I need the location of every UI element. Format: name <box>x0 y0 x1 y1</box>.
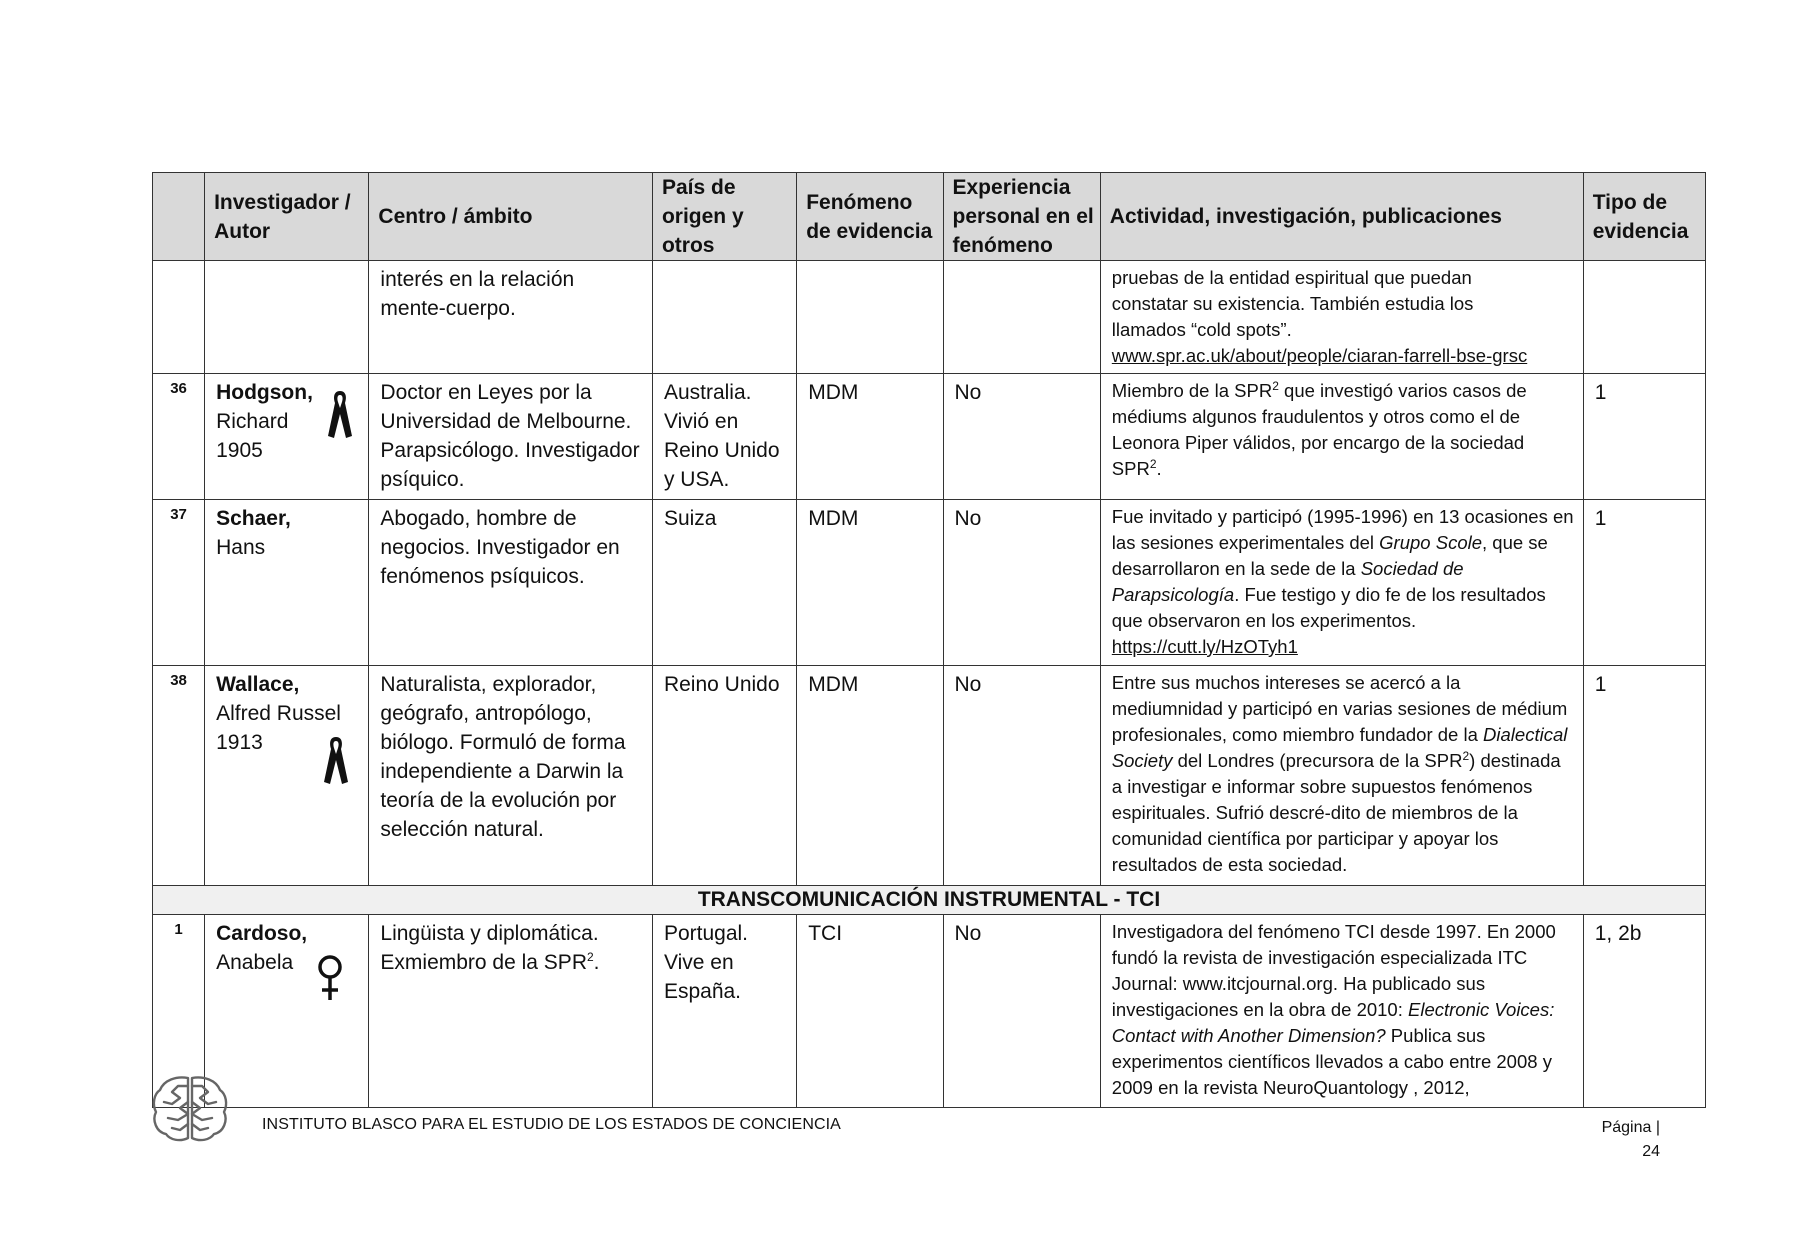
tipo-cell: 1, 2b <box>1583 915 1705 1108</box>
mourning-ribbon-icon <box>325 388 355 440</box>
tipo-cell: 1 <box>1583 500 1705 666</box>
death-year: 1913 <box>216 731 263 754</box>
tipo-cell: 1 <box>1583 374 1705 500</box>
table-row-continuation <box>153 261 1706 374</box>
experiencia-cell: No <box>943 374 1100 500</box>
table-row <box>153 915 1706 1108</box>
header-tipo: Tipo de evidencia <box>1583 173 1705 261</box>
fenomeno-cell: TCI <box>797 915 943 1108</box>
row-number: 38 <box>153 666 205 886</box>
female-symbol-icon <box>315 953 345 1003</box>
researchers-table <box>152 172 1706 1108</box>
header-num <box>153 173 205 261</box>
first-name: Anabela <box>216 951 294 974</box>
researcher-cell <box>205 666 369 886</box>
table-row <box>153 374 1706 500</box>
header-investigador: Investigador / Autor <box>205 173 369 261</box>
cutt-link[interactable]: https://cutt.ly/HzOTyh1 <box>1111 636 1298 657</box>
row-number: 36 <box>153 374 205 500</box>
actividad-cell: pruebas de la entidad espiritual que puedan constatar su existencia. También estudia los llamados “cold spots”. www.spr.ac.uk/about/people/ciaran-farrell-bse-grsc <box>1100 261 1583 374</box>
centro-cell: Abogado, hombre de negocios. Investigador en fenómenos psíquicos. <box>369 500 653 666</box>
header-fenomeno: Fenómeno de evidencia <box>797 173 943 261</box>
fenomeno-cell: MDM <box>797 666 943 886</box>
pais-cell: Portugal. Vive en España. <box>652 915 796 1108</box>
centro-cell: interés en la relación mente-cuerpo. <box>369 261 653 374</box>
centro-cell: Doctor en Leyes por la Universidad de Melbourne. Parapsicólogo. Investigador psíquico. <box>369 374 653 500</box>
row-number: 1 <box>153 915 205 1108</box>
actividad-cell: Investigadora del fenómeno TCI desde 1997. En 2000 fundó la revista de investigación especializada ITC Journal: www.itcjournal.org. Ha publicado sus investigaciones en la obra de 2010: Electronic Voices: Contact with Another Dimension? Publica sus experimentos científicos llevados a cabo entre 2008 y 2009 en la revista NeuroQuantology , 2012, <box>1100 915 1583 1108</box>
last-name: Cardoso, <box>216 922 308 945</box>
footer-institute: INSTITUTO BLASCO PARA EL ESTUDIO DE LOS ESTADOS DE CONCIENCIA <box>262 1116 841 1133</box>
table-row <box>153 666 1706 886</box>
experiencia-cell: No <box>943 666 1100 886</box>
fenomeno-cell: MDM <box>797 500 943 666</box>
fenomeno-cell: MDM <box>797 374 943 500</box>
actividad-cell: Miembro de la SPR$^2$ que investigó varios casos de médiums algunos fraudulentos y otros como el de Leonora Piper válidos, por encargo de la sociedad SPR$^2$. <box>1100 374 1583 500</box>
researcher-cell <box>205 374 369 500</box>
pais-cell: Reino Unido <box>652 666 796 886</box>
centro-cell: Lingüista y diplomática. Exmiembro de la SPR$^2$. <box>369 915 653 1108</box>
experiencia-cell: No <box>943 915 1100 1108</box>
researcher-cell <box>205 500 369 666</box>
header-actividad: Actividad, investigación, publicaciones <box>1100 173 1583 261</box>
actividad-cell: Fue invitado y participó (1995-1996) en 13 ocasiones en las sesiones experimentales del Grupo Scole, que se desarrollaron en la sede de la Sociedad de Parapsicología. Fue testigo y dio fe de los resultados que observaron en los experimentos. https://cutt.ly/HzOTyh1 <box>1100 500 1583 666</box>
tipo-cell: 1 <box>1583 666 1705 886</box>
last-name: Wallace, <box>216 673 300 696</box>
actividad-cell: Entre sus muchos intereses se acercó a la mediumnidad y participó en varias sesiones de médium profesionales, como miembro fundador de la Dialectical Society del Londres (precursora de la SPR$^2$) destinada a investigar e informar sobre supuestos fenómenos espirituales. Sufrió descré-dito de miembros de la comunidad científica por participar y apoyar los resultados de esta sociedad. <box>1100 666 1583 886</box>
pais-cell: Australia. Vivió en Reino Unido y USA. <box>652 374 796 500</box>
brain-maze-logo-icon <box>150 1072 230 1144</box>
first-name: Alfred Russel <box>216 702 341 725</box>
row-number: 37 <box>153 500 205 666</box>
last-name: Hodgson, <box>216 381 313 404</box>
mourning-ribbon-icon <box>321 734 351 786</box>
section-row <box>153 886 1706 915</box>
header-centro: Centro / ámbito <box>369 173 653 261</box>
header-pais: País de origen y otros <box>652 173 796 261</box>
footer-page-number: Página | 24 <box>1601 1119 1660 1160</box>
header-experiencia: Experiencia personal en el fenómeno <box>943 173 1100 261</box>
section-title: TRANSCOMUNICACIÓN INSTRUMENTAL - TCI <box>153 886 1706 915</box>
table-row <box>153 500 1706 666</box>
pais-cell: Suiza <box>652 500 796 666</box>
experiencia-cell: No <box>943 500 1100 666</box>
spr-link[interactable]: www.spr.ac.uk/about/people/ciaran-farrell-bse-grsc <box>1111 345 1528 366</box>
first-name: Richard <box>216 410 289 433</box>
centro-cell: Naturalista, explorador, geógrafo, antropólogo, biólogo. Formuló de forma independiente a Darwin la teoría de la evolución por selección natural. <box>369 666 653 886</box>
death-year: 1905 <box>216 439 263 462</box>
table-header-row <box>153 173 1706 261</box>
last-name: Schaer, <box>216 507 291 530</box>
first-name: Hans <box>216 536 266 559</box>
